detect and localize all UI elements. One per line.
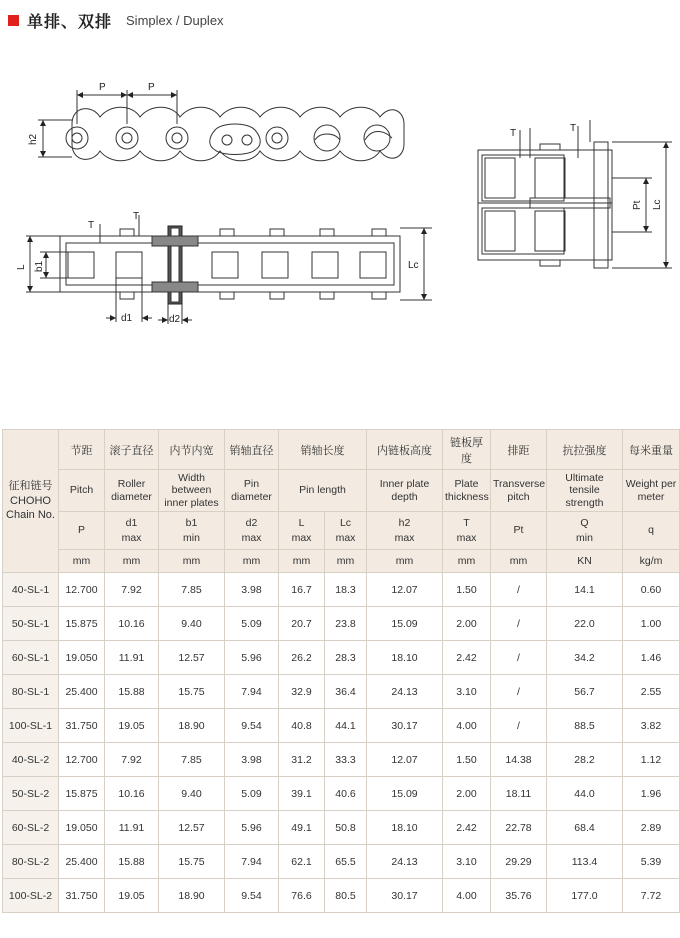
table-cell: 31.750 xyxy=(59,879,105,913)
table-cell: 15.88 xyxy=(105,845,159,879)
table-cell: 20.7 xyxy=(279,607,325,641)
col-zh-pitch: 节距 xyxy=(59,430,105,470)
table-cell: 113.4 xyxy=(547,845,623,879)
col-en-inner-width: Width between inner plates xyxy=(159,470,225,512)
col-zh-pin-length: 销轴长度 xyxy=(279,430,367,470)
table-cell: 28.2 xyxy=(547,743,623,777)
table-cell: 24.13 xyxy=(367,675,443,709)
chain-no-cell: 40-SL-1 xyxy=(3,573,59,607)
chain-no-cell: 60-SL-1 xyxy=(3,641,59,675)
table-cell: 9.40 xyxy=(159,777,225,811)
label-d2: d2 xyxy=(169,314,181,325)
symbol-text: Lc xyxy=(339,517,352,530)
table-cell: 19.05 xyxy=(105,709,159,743)
col-zh-weight: 每米重量 xyxy=(623,430,680,470)
col-en-plate-depth: Inner plate depth xyxy=(367,470,443,512)
symbol-text: d1 xyxy=(125,517,138,530)
col-zh-roller-diameter: 滚子直径 xyxy=(105,430,159,470)
symbol-limit: max xyxy=(241,531,262,544)
table-cell: 34.2 xyxy=(547,641,623,675)
table-cell: 65.5 xyxy=(325,845,367,879)
duplex-chain-view xyxy=(478,142,612,268)
chain-side-view xyxy=(66,107,404,161)
table-cell: 3.98 xyxy=(225,573,279,607)
symbol-text: d2 xyxy=(245,517,258,530)
label-p-2: P xyxy=(148,82,155,93)
table-cell: 18.10 xyxy=(367,811,443,845)
table-cell: 18.10 xyxy=(367,641,443,675)
table-row xyxy=(3,641,680,675)
col-en-pin-diameter: Pin diameter xyxy=(225,470,279,512)
table-cell: 18.11 xyxy=(491,777,547,811)
table-row xyxy=(3,573,680,607)
table-cell: 7.92 xyxy=(105,743,159,777)
unit-cell: mm xyxy=(105,550,159,573)
unit-cell: KN xyxy=(547,550,623,573)
table-cell: 14.38 xyxy=(491,743,547,777)
symbol-limit: max xyxy=(291,531,312,544)
symbol-text: Pt xyxy=(513,524,524,537)
table-cell: 3.10 xyxy=(443,845,491,879)
col-en-weight: Weight per meter xyxy=(623,470,680,512)
label-duplex-t-1: T xyxy=(510,128,517,139)
table-cell: 68.4 xyxy=(547,811,623,845)
unit-cell: mm xyxy=(279,550,325,573)
table-cell: 56.7 xyxy=(547,675,623,709)
table-cell: 88.5 xyxy=(547,709,623,743)
table-row xyxy=(3,845,680,879)
table-cell: 1.96 xyxy=(623,777,680,811)
symbol-limit: max xyxy=(456,531,477,544)
chain-no-zh: 征和链号 xyxy=(8,479,53,492)
chain-no-cell: 40-SL-2 xyxy=(3,743,59,777)
table-cell: 15.09 xyxy=(367,607,443,641)
label-t-1: T xyxy=(88,220,95,231)
table-cell: 50.8 xyxy=(325,811,367,845)
table-cell: 22.78 xyxy=(491,811,547,845)
table-cell: 1.12 xyxy=(623,743,680,777)
label-pt: Pt xyxy=(632,200,643,210)
table-cell: 23.8 xyxy=(325,607,367,641)
symbol-text: b1 xyxy=(185,517,198,530)
table-cell: 31.2 xyxy=(279,743,325,777)
section-title-en: Simplex / Duplex xyxy=(126,12,224,28)
table-cell: / xyxy=(491,573,547,607)
label-h2: h2 xyxy=(28,133,39,145)
table-cell: 10.16 xyxy=(105,607,159,641)
chain-no-cell: 80-SL-2 xyxy=(3,845,59,879)
table-cell: 7.85 xyxy=(159,743,225,777)
col-zh-inner-width: 内节内宽 xyxy=(159,430,225,470)
table-cell: 7.94 xyxy=(225,675,279,709)
chain-no-cell: 50-SL-1 xyxy=(3,607,59,641)
symbol-cell xyxy=(105,512,159,550)
unit-cell: mm xyxy=(59,550,105,573)
table-cell: 5.39 xyxy=(623,845,680,879)
col-en-pitch: Pitch xyxy=(59,470,105,512)
table-row xyxy=(3,879,680,913)
table-cell: 1.50 xyxy=(443,573,491,607)
table-cell: 40.6 xyxy=(325,777,367,811)
table-cell: 9.54 xyxy=(225,709,279,743)
table-cell: 3.98 xyxy=(225,743,279,777)
table-cell: / xyxy=(491,607,547,641)
symbol-cell xyxy=(225,512,279,550)
table-cell: 7.92 xyxy=(105,573,159,607)
chain-no-cell: 80-SL-1 xyxy=(3,675,59,709)
symbol-cell xyxy=(279,512,325,550)
symbol-cell xyxy=(491,512,547,550)
table-cell: 44.0 xyxy=(547,777,623,811)
table-cell: 18.90 xyxy=(159,709,225,743)
table-row xyxy=(3,675,680,709)
table-cell: 3.82 xyxy=(623,709,680,743)
table-cell: 25.400 xyxy=(59,845,105,879)
col-zh-pin-diameter: 销轴直径 xyxy=(225,430,279,470)
symbol-cell xyxy=(443,512,491,550)
unit-cell: mm xyxy=(443,550,491,573)
table-row xyxy=(3,743,680,777)
symbol-limit: max xyxy=(121,531,142,544)
chain-no-cell: 100-SL-1 xyxy=(3,709,59,743)
table-cell: 30.17 xyxy=(367,709,443,743)
table-cell: 80.5 xyxy=(325,879,367,913)
table-cell: 28.3 xyxy=(325,641,367,675)
table-cell: 7.94 xyxy=(225,845,279,879)
table-cell: 11.91 xyxy=(105,811,159,845)
table-cell: 12.700 xyxy=(59,743,105,777)
table-cell: 12.07 xyxy=(367,743,443,777)
table-cell: 1.46 xyxy=(623,641,680,675)
table-cell: 9.40 xyxy=(159,607,225,641)
table-cell: 15.75 xyxy=(159,675,225,709)
table-cell: 15.75 xyxy=(159,845,225,879)
symbol-cell xyxy=(547,512,623,550)
table-cell: / xyxy=(491,641,547,675)
unit-cell: mm xyxy=(225,550,279,573)
symbol-cell xyxy=(623,512,680,550)
table-cell: 40.8 xyxy=(279,709,325,743)
table-row xyxy=(3,607,680,641)
label-t-2: T xyxy=(133,211,140,222)
table-cell: 22.0 xyxy=(547,607,623,641)
table-cell: 18.90 xyxy=(159,879,225,913)
symbol-text: T xyxy=(463,517,470,530)
table-cell: 29.29 xyxy=(491,845,547,879)
table-cell: 2.42 xyxy=(443,811,491,845)
table-cell: 39.1 xyxy=(279,777,325,811)
unit-cell: kg/m xyxy=(623,550,680,573)
table-cell: 2.42 xyxy=(443,641,491,675)
table-cell: 19.05 xyxy=(105,879,159,913)
table-cell: 15.88 xyxy=(105,675,159,709)
table-cell: 3.10 xyxy=(443,675,491,709)
unit-cell: mm xyxy=(325,550,367,573)
table-cell: 35.76 xyxy=(491,879,547,913)
table-cell: 2.00 xyxy=(443,777,491,811)
table-cell: 16.7 xyxy=(279,573,325,607)
table-cell: 30.17 xyxy=(367,879,443,913)
label-l: L xyxy=(16,264,27,270)
table-cell: 10.16 xyxy=(105,777,159,811)
chain-no-en: Chain No. xyxy=(6,509,55,522)
label-b1: b1 xyxy=(34,260,45,272)
col-en-plate-thickness: Plate thickness xyxy=(443,470,491,512)
table-cell: 0.60 xyxy=(623,573,680,607)
table-cell: 15.09 xyxy=(367,777,443,811)
table-cell: 4.00 xyxy=(443,879,491,913)
col-zh-plate-thickness: 链板厚度 xyxy=(443,430,491,470)
symbol-text: q xyxy=(648,524,654,537)
chain-no-cell: 100-SL-2 xyxy=(3,879,59,913)
table-cell: 1.00 xyxy=(623,607,680,641)
table-cell: 62.1 xyxy=(279,845,325,879)
table-cell: 15.875 xyxy=(59,607,105,641)
table-cell: 5.96 xyxy=(225,811,279,845)
table-cell: 2.55 xyxy=(623,675,680,709)
col-en-transverse-pitch: Transverse pitch xyxy=(491,470,547,512)
label-d1: d1 xyxy=(121,313,133,324)
chain-plan-view xyxy=(55,226,400,304)
symbol-cell xyxy=(159,512,225,550)
table-cell: 5.09 xyxy=(225,777,279,811)
col-zh-tensile-strength: 抗拉强度 xyxy=(547,430,623,470)
col-zh-transverse-pitch: 排距 xyxy=(491,430,547,470)
col-en-roller-diameter: Roller diameter xyxy=(105,470,159,512)
table-cell: 19.050 xyxy=(59,641,105,675)
table-cell: 31.750 xyxy=(59,709,105,743)
table-cell: 2.89 xyxy=(623,811,680,845)
table-row xyxy=(3,709,680,743)
table-cell: 33.3 xyxy=(325,743,367,777)
table-cell: 14.1 xyxy=(547,573,623,607)
table-cell: 5.96 xyxy=(225,641,279,675)
unit-cell: mm xyxy=(491,550,547,573)
table-cell: 25.400 xyxy=(59,675,105,709)
label-p-1: P xyxy=(99,82,106,93)
table-cell: 12.57 xyxy=(159,811,225,845)
table-cell: 36.4 xyxy=(325,675,367,709)
table-cell: 11.91 xyxy=(105,641,159,675)
col-zh-plate-depth: 内链板高度 xyxy=(367,430,443,470)
table-cell: 12.700 xyxy=(59,573,105,607)
table-cell: 9.54 xyxy=(225,879,279,913)
table-cell: 177.0 xyxy=(547,879,623,913)
symbol-limit: min xyxy=(576,531,593,544)
label-duplex-lc: Lc xyxy=(652,199,663,210)
table-cell: 12.57 xyxy=(159,641,225,675)
label-duplex-t-2: T xyxy=(570,123,577,134)
table-cell: 15.875 xyxy=(59,777,105,811)
table-cell: 7.72 xyxy=(623,879,680,913)
chain-no-header xyxy=(3,430,59,573)
table-cell: 12.07 xyxy=(367,573,443,607)
table-cell: 44.1 xyxy=(325,709,367,743)
unit-cell: mm xyxy=(367,550,443,573)
symbol-limit: min xyxy=(183,531,200,544)
label-lc: Lc xyxy=(408,260,419,271)
table-cell: 19.050 xyxy=(59,811,105,845)
chain-spec-table xyxy=(2,429,680,913)
table-cell: 49.1 xyxy=(279,811,325,845)
table-row xyxy=(3,777,680,811)
symbol-text: L xyxy=(298,517,305,530)
symbol-text: h2 xyxy=(398,517,411,530)
symbol-cell xyxy=(59,512,105,550)
symbol-limit: max xyxy=(394,531,415,544)
table-cell: 1.50 xyxy=(443,743,491,777)
section-title-zh: 单排、双排 xyxy=(27,13,113,31)
table-cell: 76.6 xyxy=(279,879,325,913)
table-cell: 24.13 xyxy=(367,845,443,879)
symbol-cell xyxy=(325,512,367,550)
chain-no-brand: CHOHO xyxy=(10,494,51,507)
chain-technical-drawing xyxy=(0,0,680,360)
table-cell: 26.2 xyxy=(279,641,325,675)
symbol-limit: max xyxy=(335,531,356,544)
chain-no-cell: 60-SL-2 xyxy=(3,811,59,845)
col-en-pin-length: Pin length xyxy=(279,470,367,512)
symbol-text: P xyxy=(77,524,85,537)
col-en-tensile-strength: Ultimate tensile strength xyxy=(547,470,623,512)
table-cell: 18.3 xyxy=(325,573,367,607)
unit-cell: mm xyxy=(159,550,225,573)
table-cell: 4.00 xyxy=(443,709,491,743)
chain-no-cell: 50-SL-2 xyxy=(3,777,59,811)
table-cell: 2.00 xyxy=(443,607,491,641)
table-cell: 32.9 xyxy=(279,675,325,709)
table-cell: 7.85 xyxy=(159,573,225,607)
table-cell: / xyxy=(491,709,547,743)
symbol-text: Q xyxy=(580,517,589,530)
symbol-cell xyxy=(367,512,443,550)
table-cell: 5.09 xyxy=(225,607,279,641)
table-cell: / xyxy=(491,675,547,709)
table-row xyxy=(3,811,680,845)
